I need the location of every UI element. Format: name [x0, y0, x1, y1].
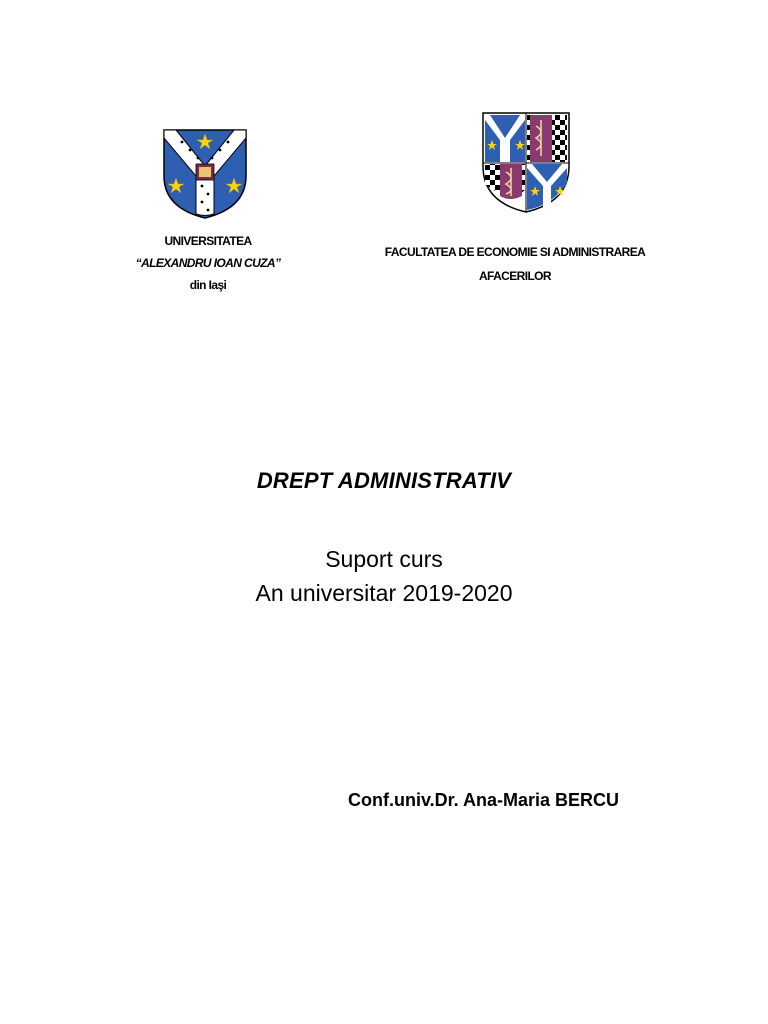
faculty-line-1: FACULTATEA DE ECONOMIE SI ADMINISTRAREA	[384, 245, 646, 259]
document-author: Conf.univ.Dr. Ana-Maria BERCU	[348, 790, 620, 810]
faculty-line-2: AFACERILOR	[478, 269, 551, 283]
faculty-crest-icon	[480, 110, 572, 214]
document-subtitle	[0, 542, 768, 610]
university-name	[108, 230, 308, 296]
subtitle-line-2: An universitar 2019-2020	[255, 580, 513, 606]
university-line-1: UNIVERSITATEA	[164, 234, 252, 248]
university-line-3: din Iaşi	[189, 278, 227, 292]
university-crest-icon	[162, 128, 248, 220]
university-line-2: “ALEXANDRU IOAN CUZA”	[135, 256, 281, 270]
faculty-name	[350, 240, 680, 288]
document-title: DREPT ADMINISTRATIV	[256, 468, 512, 493]
subtitle-line-1: Suport curs	[325, 546, 443, 572]
